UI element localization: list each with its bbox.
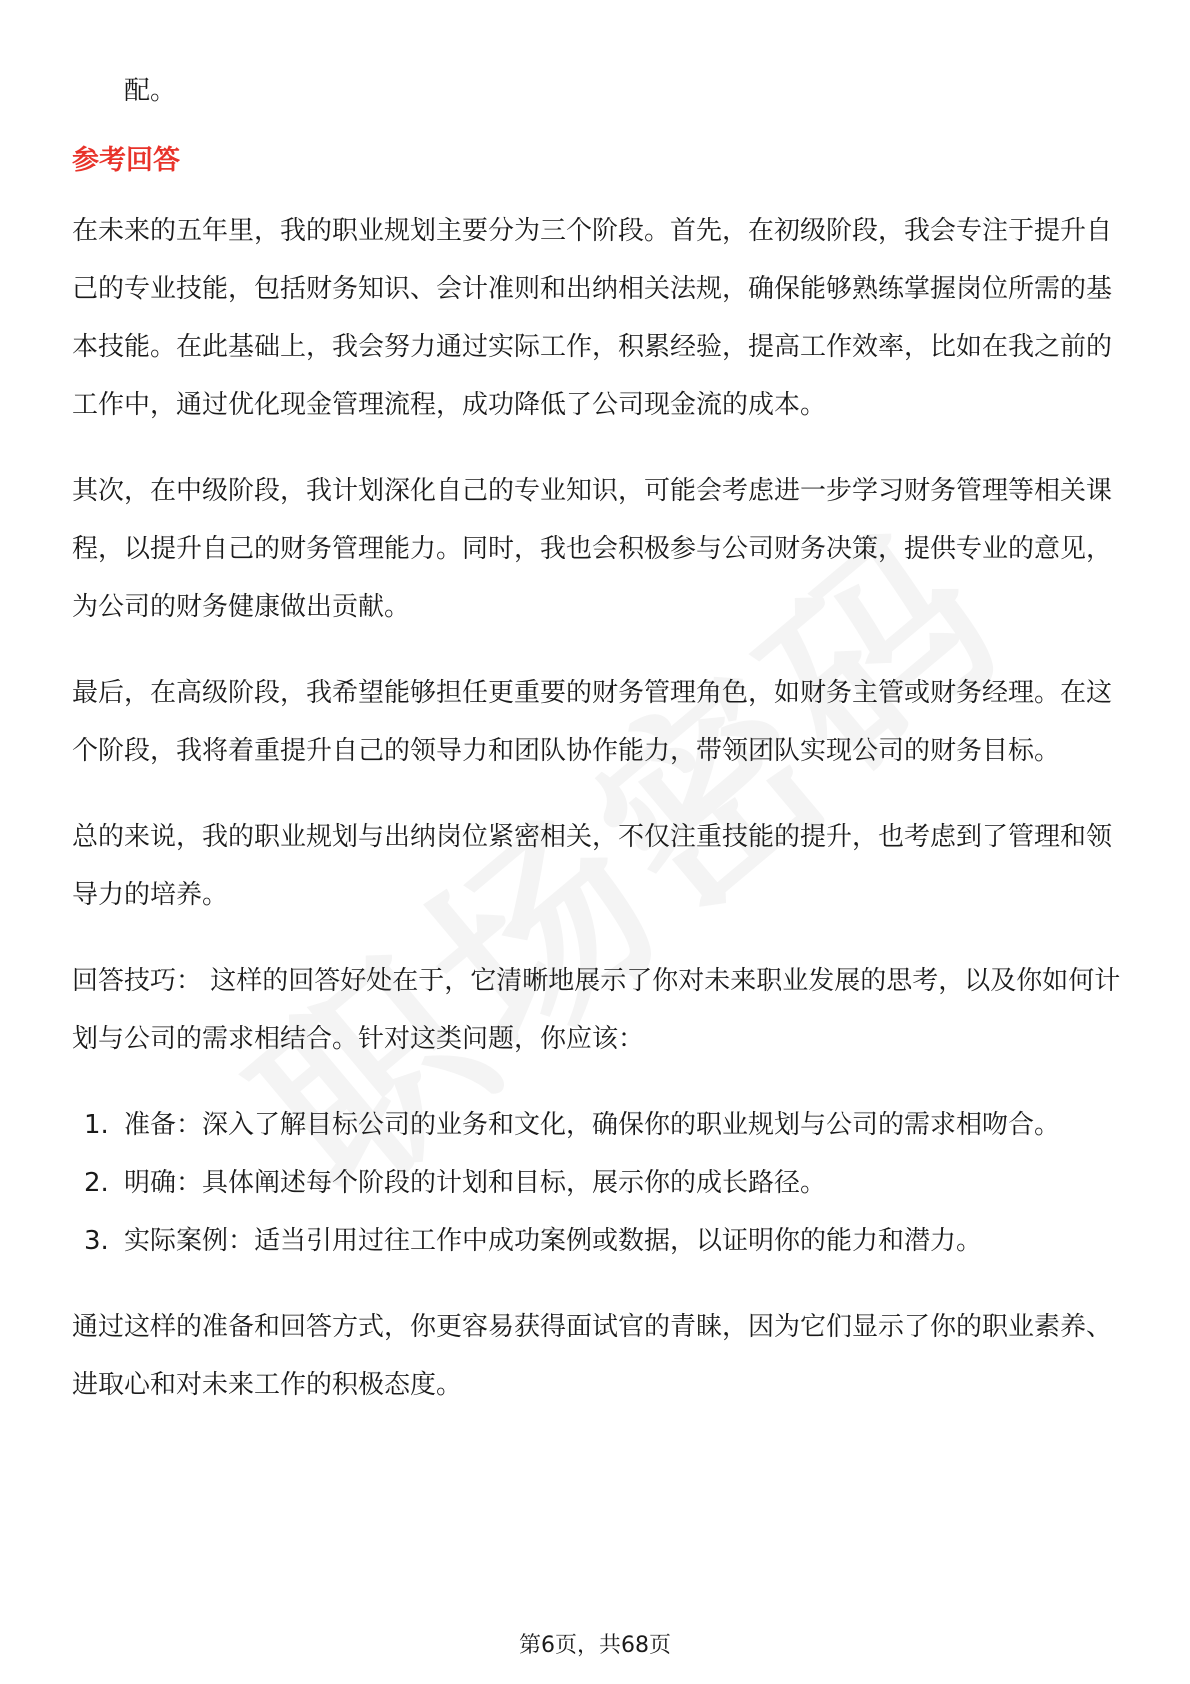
list-item-text: 实际案例：适当引用过往工作中成功案例或数据，以证明你的能力和潜力。 — [124, 1226, 983, 1256]
list-item-text: 准备：深入了解目标公司的业务和文化，确保你的职业规划与公司的需求相吻合。 — [124, 1110, 1061, 1140]
tips-intro-paragraph: 回答技巧： 这样的回答好处在于，它清晰地展示了你对未来职业发展的思考，以及你如何计划与公司的需求相结合。针对这类问题，你应该： — [72, 966, 1121, 1054]
list-item — [72, 1154, 1122, 1212]
closing-paragraph: 通过这样的准备和回答方式，你更容易获得面试官的青睐，因为它们显示了你的职业素养、进取心和对未来工作的积极态度。 — [72, 1312, 1113, 1400]
tips-list — [72, 1096, 1122, 1270]
list-item-text: 明确：具体阐述每个阶段的计划和目标，展示你的成长路径。 — [124, 1168, 827, 1198]
answer-paragraph-3: 最后，在高级阶段，我希望能够担任更重要的财务管理角色，如财务主管或财务经理。在这个阶段，我将着重提升自己的领导力和团队协作能力，带领团队实现公司的财务目标。 — [72, 678, 1113, 766]
continuation-text: 配。 — [124, 76, 177, 106]
answer-paragraph-4: 总的来说，我的职业规划与出纳岗位紧密相关，不仅注重技能的提升，也考虑到了管理和领导力的培养。 — [72, 822, 1113, 910]
page-content — [72, 62, 1122, 1442]
answer-paragraph-1: 在未来的五年里，我的职业规划主要分为三个阶段。首先，在初级阶段，我会专注于提升自己的专业技能，包括财务知识、会计准则和出纳相关法规，确保能够熟练掌握岗位所需的基本技能。在此基础上，我会努力通过实际工作，积累经验，提高工作效率，比如在我之前的工作中，通过优化现金管理流程，成功降低了公司现金流的成本。 — [72, 216, 1113, 420]
list-item-number: 2. — [84, 1168, 109, 1198]
list-item-number: 1. — [84, 1110, 109, 1140]
list-item-number: 3. — [84, 1226, 109, 1256]
list-item — [72, 1096, 1122, 1154]
page-number-footer: 第6页，共68页 — [519, 1633, 671, 1658]
list-item — [72, 1212, 1122, 1270]
section-heading: 参考回答 — [72, 145, 180, 176]
answer-paragraph-2: 其次，在中级阶段，我计划深化自己的专业知识，可能会考虑进一步学习财务管理等相关课程，以提升自己的财务管理能力。同时，我也会积极参与公司财务决策，提供专业的意见，为公司的财务健康做出贡献。 — [72, 476, 1113, 622]
